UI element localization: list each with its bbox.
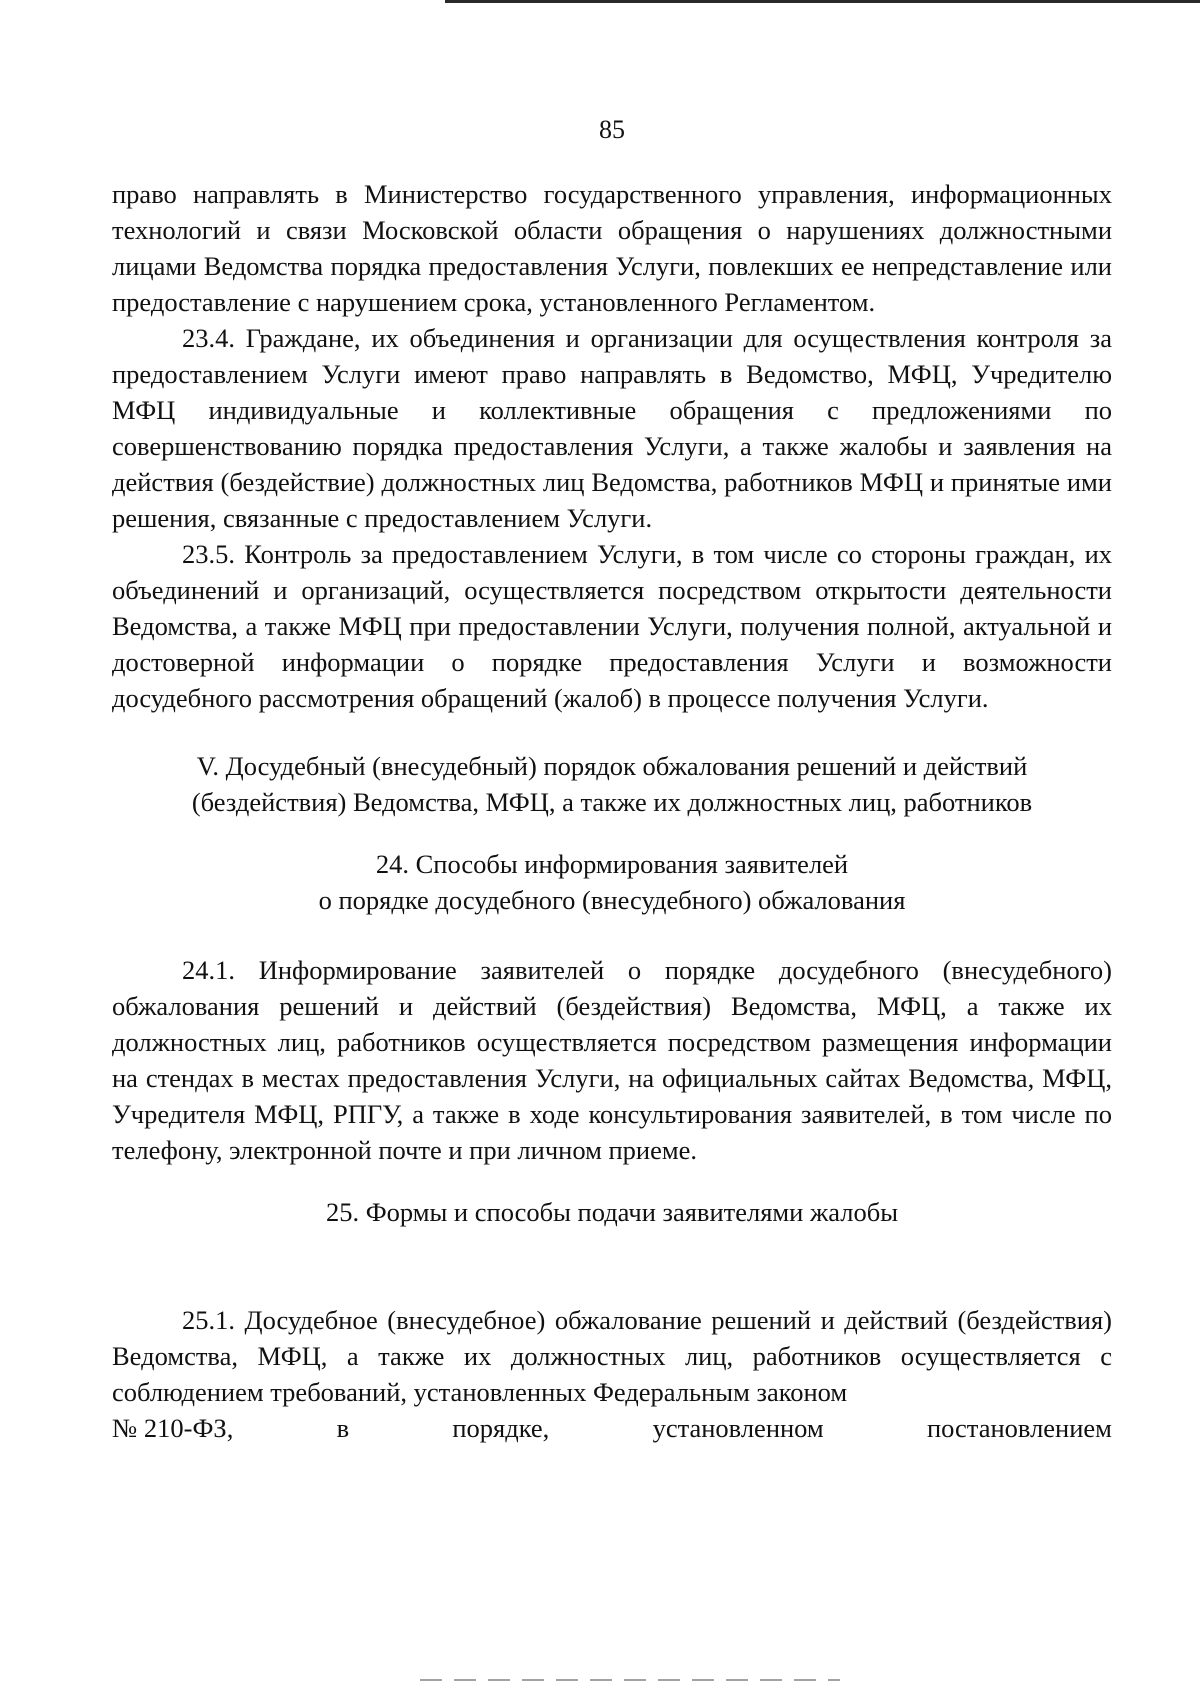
section-v-heading-line-2: (бездействия) Ведомства, МФЦ, а также их должностных лиц, работников: [191, 787, 1033, 817]
paragraph-23-4: 23.4. Граждане, их объединения и организации для осуществления контроля за предоставлением Услуги имеют право направлять в Ведомство, МФЦ, Учредителю МФЦ индивидуальные и коллективные обращения с предложениями по совершенствованию порядка предоставления Услуги, а также жалобы и заявления на действия (бездействие) должностных лиц Ведомства, работников МФЦ и принятые ими решения, связанные с предоставлением Услуги.: [112, 323, 1112, 533]
document-body: [112, 176, 1112, 1446]
paragraph-24-1: 24.1. Информирование заявителей о порядке досудебного (внесудебного) обжалования решений и действий (бездействия) Ведомства, МФЦ, а также их должностных лиц, работников осуществляется посредством размещения информации на стендах в местах предоставления Услуги, на официальных сайтах Ведомства, МФЦ, Учредителя МФЦ, РПГУ, а также в ходе консультирования заявителей, в том числе по телефону, электронной почте и при личном приеме.: [112, 955, 1112, 1165]
subsection-24-heading: [112, 846, 1112, 918]
paragraph-25-1-last-line: [112, 1410, 1112, 1446]
subsection-25-heading: 25. Формы и способы подачи заявителями жалобы: [325, 1197, 899, 1227]
last-line-word: порядке,: [452, 1413, 550, 1443]
last-line-word: постановлением: [926, 1413, 1112, 1443]
scan-edge-bottom: [420, 1679, 840, 1681]
last-line-word: в: [336, 1413, 350, 1443]
last-line-word: установленном: [652, 1413, 824, 1443]
section-v-heading-line-1: V. Досудебный (внесудебный) порядок обжалования решений и действий: [196, 751, 1028, 781]
subsection-24-heading-line-1: 24. Способы информирования заявителей: [375, 849, 849, 879]
scan-edge-top: [445, 0, 1200, 3]
paragraph-25-1: 25.1. Досудебное (внесудебное) обжалование решений и действий (бездействия) Ведомства, МФЦ, а также их должностных лиц, работников осуществляется с соблюдением требований, установленных Федеральным законом: [112, 1305, 1112, 1407]
section-v-heading: [112, 748, 1112, 820]
last-line-word: № 210-ФЗ,: [112, 1413, 234, 1443]
page-number: 85: [599, 115, 625, 144]
paragraph-23-5: 23.5. Контроль за предоставлением Услуги, в том числе со стороны граждан, их объединений и организаций, осуществляется посредством открытости деятельности Ведомства, а также МФЦ при предоставлении Услуги, получения полной, актуальной и достоверной информации о порядке предоставления Услуги и возможности досудебного рассмотрения обращений (жалоб) в процессе получения Услуги.: [112, 539, 1112, 713]
subsection-24-heading-line-2: о порядке досудебного (внесудебного) обжалования: [318, 885, 906, 915]
paragraph-continuation: право направлять в Министерство государственного управления, информационных технологий и связи Московской области обращения о нарушениях должностными лицами Ведомства порядка предоставления Услуги, повлекших ее непредставление или предоставление с нарушением срока, установленного Регламентом.: [112, 179, 1112, 317]
